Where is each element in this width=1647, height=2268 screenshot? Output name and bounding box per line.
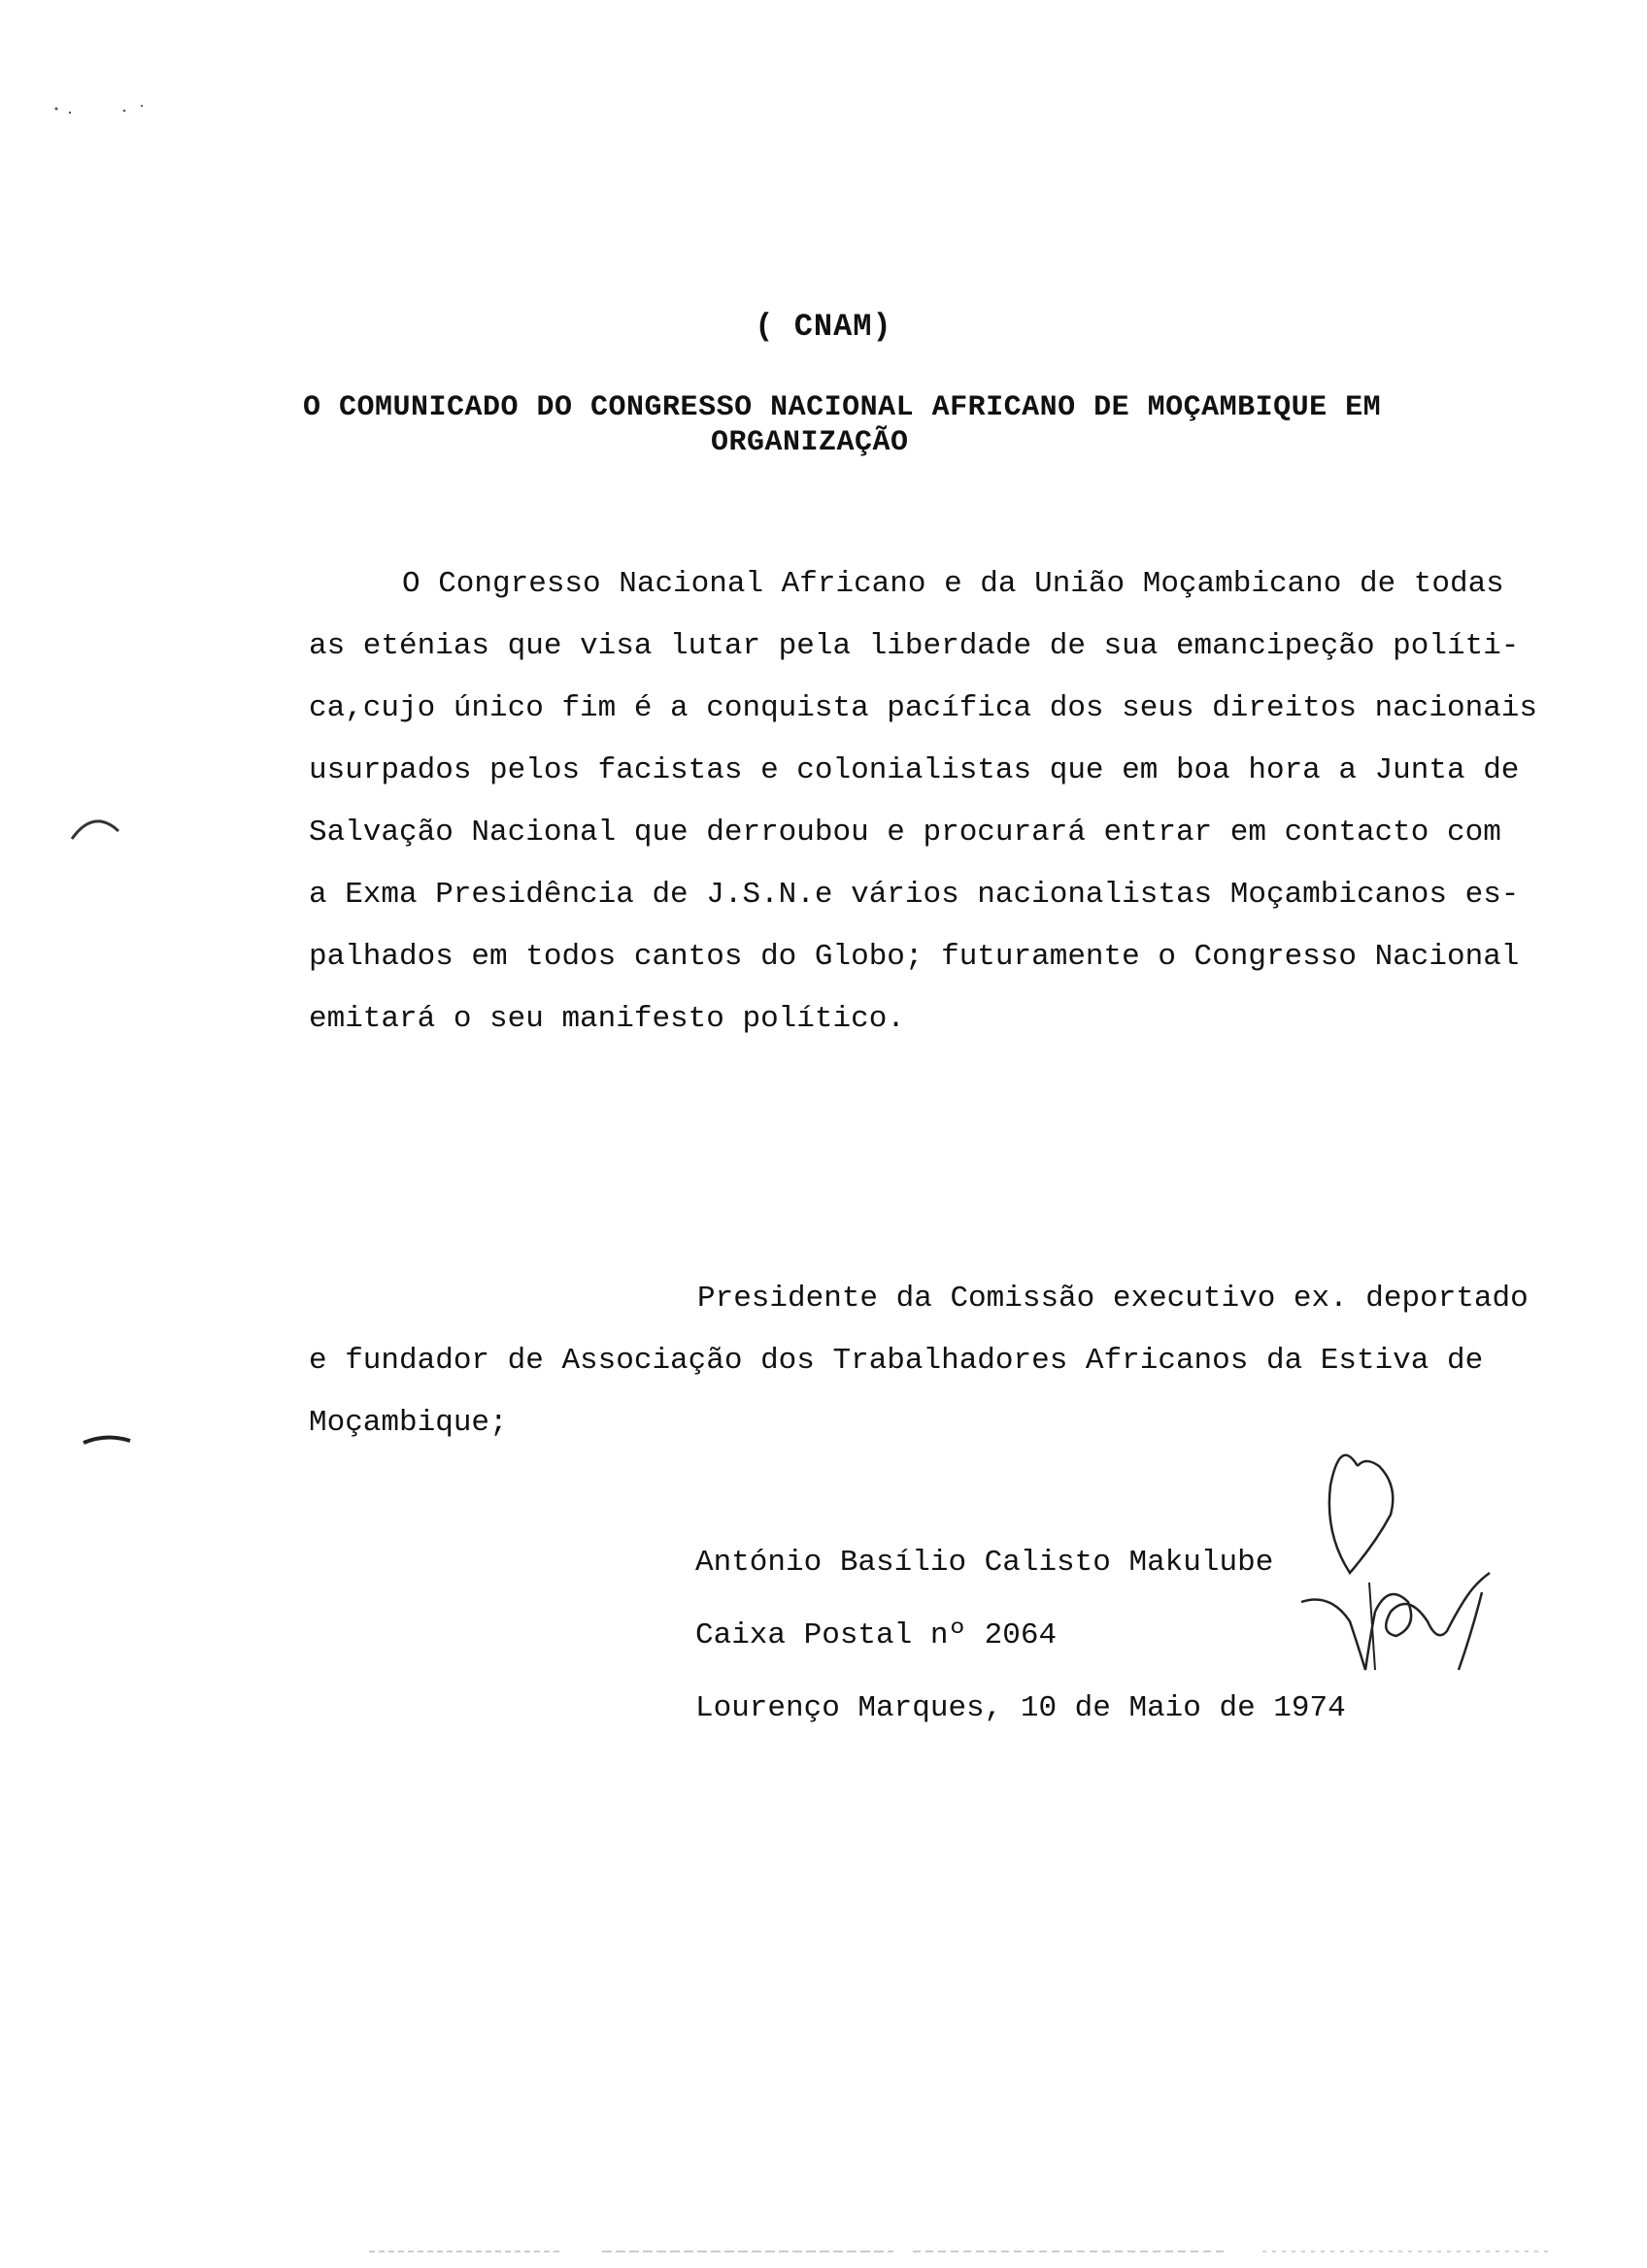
body-line: emitará o seu manifesto político.: [309, 1002, 905, 1036]
margin-dash-mark: [78, 1427, 136, 1456]
title-line-1: O COMUNICADO DO CONGRESSO NACIONAL AFRICANO DE MOÇAMBIQUE EM: [303, 391, 1382, 424]
signatory-name: António Basílio Calisto Makulube: [695, 1546, 1274, 1580]
body-paragraph: [309, 553, 1610, 1051]
signoff-line: e fundador de Associação dos Trabalhadores Africanos da Estiva de: [309, 1344, 1484, 1378]
handwritten-signature: [1282, 1427, 1515, 1689]
postal-box: Caixa Postal nº 2064: [695, 1618, 1058, 1652]
place-date: Lourenço Marques, 10 de Maio de 1974: [695, 1691, 1346, 1725]
scan-speck-marks: [49, 97, 165, 117]
signoff-line: Moçambique;: [309, 1406, 508, 1440]
body-line: usurpados pelos facistas e colonialistas que em boa hora a Junta de: [309, 753, 1520, 787]
scan-edge-rule: [58, 2251, 1573, 2252]
body-line: O Congresso Nacional Africano e da União Moçambicano de todas: [402, 567, 1504, 601]
signoff-line: Presidente da Comissão executivo ex. deportado: [697, 1282, 1529, 1316]
body-line: as eténias que visa lutar pela liberdade de sua emancipeção políti-: [309, 629, 1520, 663]
document-title: [303, 390, 1507, 460]
body-line: ca,cujo único fim é a conquista pacífica dos seus direitos nacionais: [309, 691, 1538, 725]
document-acronym: ( CNAM): [755, 309, 892, 345]
title-line-2: ORGANIZAÇÃO: [711, 426, 909, 459]
body-line: Salvação Nacional que derroubou e procurará entrar em contacto com: [309, 816, 1501, 850]
margin-scratch-mark: [68, 806, 126, 845]
body-line: palhados em todos cantos do Globo; futuramente o Congresso Nacional: [309, 940, 1520, 974]
signature-block: [695, 1526, 1346, 1745]
body-line: a Exma Presidência de J.S.N.e vários nacionalistas Moçambicanos es-: [309, 878, 1520, 912]
